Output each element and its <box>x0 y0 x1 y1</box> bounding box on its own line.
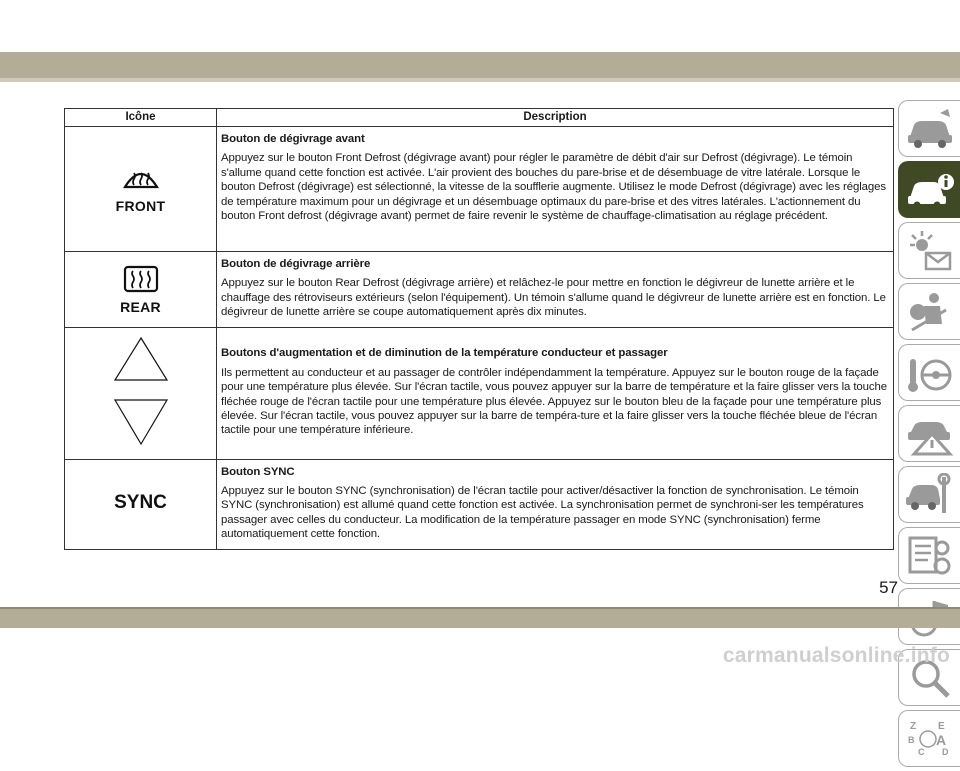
table-row <box>65 127 894 252</box>
row-title: Bouton de dégivrage avant <box>221 133 365 145</box>
svg-text:A: A <box>935 731 946 748</box>
row-title: Bouton SYNC <box>221 465 295 478</box>
desc-cell-temperature <box>217 327 894 459</box>
warning-lights-message-icon <box>906 229 954 273</box>
temperature-up-down-icon <box>111 334 171 448</box>
footer-band <box>0 609 960 628</box>
svg-text:C: C <box>917 746 924 757</box>
chapter-tabs <box>898 100 960 771</box>
safety-airbag-icon <box>906 290 954 334</box>
table-row <box>65 459 894 549</box>
table-header-row <box>65 109 894 127</box>
svg-text:B: B <box>907 734 914 745</box>
rear-defrost-icon <box>119 264 163 296</box>
desc-cell-rear <box>217 252 894 328</box>
desc-cell-front <box>217 127 894 252</box>
row-text: Appuyez sur le bouton Rear Defrost (dégivrage arrière) et relâchez-le pour mettre en fonction le dégivreur de lunette arrière et le chauffage des rétroviseurs extérieurs (selon l'équipement). Un témoin s'allume quand le dégivreur de lunette arrière est en fonction. Le dégivreur de lunette arrière se coupe automatiquement après dix minutes. <box>221 277 886 319</box>
header-icon: Icône <box>65 109 217 127</box>
tab-index[interactable] <box>898 710 960 767</box>
tab-starting-driving[interactable] <box>898 344 960 401</box>
index-alphabet-icon <box>906 717 954 761</box>
svg-text:D: D <box>941 746 948 757</box>
emergency-triangle-icon <box>906 412 954 456</box>
front-label: FRONT <box>115 198 166 214</box>
car-info-icon <box>906 168 954 212</box>
row-text: Appuyez sur le bouton SYNC (synchronisation) de l'écran tactile pour activer/désactiver la fonction de synchronisation. Le témoin SYNC (synchronisation) est allumé quand cette fonction est activée. La synchronisation permet de synchroni-ser les températures passager avec celles du conducteur. La modification de la température passager en mode SYNC (synchronisation) ferme automatiquement cette fonction. <box>221 485 864 541</box>
tab-emergency[interactable] <box>898 405 960 462</box>
header-band <box>0 52 960 78</box>
header-description: Description <box>217 109 894 127</box>
table-row <box>65 252 894 328</box>
tab-servicing[interactable] <box>898 466 960 523</box>
front-defrost-icon <box>119 165 163 195</box>
controls-table <box>64 108 894 550</box>
tab-safety[interactable] <box>898 283 960 340</box>
icon-cell-front <box>65 127 217 252</box>
watermark: carmanualsonline.info <box>722 644 950 667</box>
technical-specifications-icon <box>906 534 954 578</box>
tab-car-info[interactable] <box>898 161 960 218</box>
tab-technical-specs[interactable] <box>898 527 960 584</box>
car-exterior-icon <box>906 107 954 151</box>
row-title: Bouton de dégivrage arrière <box>221 258 371 270</box>
tab-warning-lights[interactable] <box>898 222 960 279</box>
page-top-margin <box>0 0 960 52</box>
sync-icon: SYNC <box>114 491 167 513</box>
icon-cell-sync <box>65 459 217 549</box>
table-row <box>65 327 894 459</box>
svg-text:E: E <box>937 720 945 732</box>
desc-cell-sync <box>217 459 894 549</box>
tab-car-exterior[interactable] <box>898 100 960 157</box>
icon-cell-temperature <box>65 327 217 459</box>
page-number: 57 <box>879 578 898 597</box>
icon-cell-rear <box>65 252 217 328</box>
row-title: Boutons d'augmentation et de diminution de la température conducteur et passager <box>221 347 668 360</box>
svg-text:Z: Z <box>909 720 916 732</box>
row-text: Ils permettent au conducteur et au passager de contrôler indépendamment la température. Appuyez sur le bouton rouge de la façade pour une température plus élevée. Sur l'écran tactile, vous pouvez appuyer sur la barre de température et la faire glisser vers la touche fléchée rouge de l'écran tactile pour une température plus élevée. Appuyez sur le bouton bleu de la façade pour une température plus élevée. Sur l'écran tactile, vous pouvez appuyer sur la barre de tempéra-ture et la faire glisser vers la touche fléchée bleue de l'écran tactile pour une température inférieure. <box>221 366 887 437</box>
rear-label: REAR <box>120 299 161 316</box>
servicing-maintenance-icon <box>906 473 954 517</box>
row-text: Appuyez sur le bouton Front Defrost (dégivrage avant) pour régler le paramètre de débit d'air sur Defrost (dégivrage). Le témoin s'allume quand cette fonction est activée. L'air provient des bouches du pare-brise et de désembuage de vitre latérale. Lorsque le bouton Defrost (dégivrage) est sélectionné, la vitesse de la soufflerie augmente. Utilisez le mode Defrost (dégivrage) avec les réglages de température maximum pour un dégivrage et un désembuage optimaux du pare-brise et des vitres latérales. L'actionnement du bouton Front defrost (dégivrage avant) permet de faire revenir le système de chauffage-climatisation au réglage précédent. <box>221 152 886 223</box>
starting-driving-icon <box>906 351 954 395</box>
header-band-underline <box>0 78 960 82</box>
